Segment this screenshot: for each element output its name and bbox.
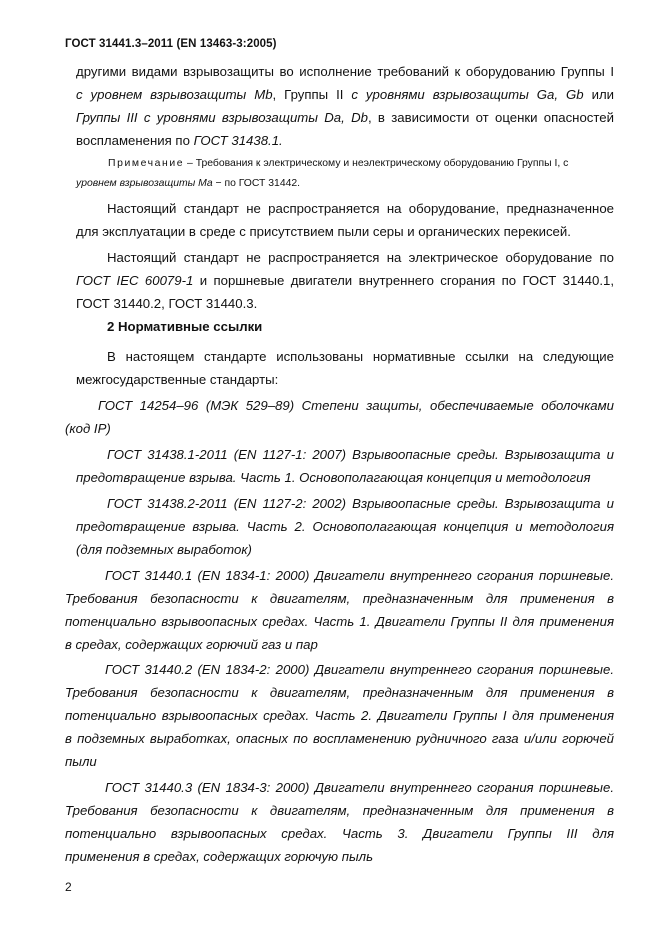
reference-line: Требования безопасности к двигателям, предназначенным для применения в [65,591,614,606]
reference-line: ГОСТ 14254–96 (МЭК 529–89) Степени защиты, обеспечиваемые оболочками [98,398,614,413]
reference-line: в средах, содержащих горючий газ и пар [65,637,318,652]
reference-line: (код IP) [65,421,111,436]
document-header: ГОСТ 31441.3–2011 (EN 13463-3:2005) [65,38,277,50]
note-label: Примечание [108,158,185,169]
page-number: 2 [65,880,72,894]
reference-line: Требования безопасности к двигателям, предназначенным для применения в [65,685,614,700]
paragraph-references-intro [76,345,614,391]
text-line: В настоящем стандарте использованы нормативные ссылки на следующие [107,349,614,364]
text-line: ГОСТ 31440.2, ГОСТ 31440.3. [76,296,258,311]
note-block [76,154,614,194]
section-heading: 2 Нормативные ссылки [107,319,263,334]
paragraph-exclusion-electrical [76,246,614,315]
reference-line: в подземных выработках, опасных по воспламенению рудничного газа и/или горючей [65,731,614,746]
text-line: воспламенения по ГОСТ 31438.1. [76,133,283,148]
paragraph-exclusion-dust [76,197,614,243]
note-line: Примечание – Требования к электрическому и неэлектрическому оборудованию Группы I, с [108,158,569,169]
reference-line: предотвращение взрыва. Часть 2. Основополагающая концепция и методология [76,519,614,534]
text-line: Настоящий стандарт не распространяется на оборудование, предназначенное [107,201,614,216]
text-line: ГОСТ IEC 60079-1 и поршневые двигатели внутреннего сгорания по ГОСТ 31440.1, [76,273,615,288]
reference-gost-31438-1 [76,443,614,489]
reference-gost-31438-2 [76,492,614,561]
note-line: уровнем взрывозащиты Ma − по ГОСТ 31442. [76,178,301,189]
reference-gost-31440-1 [65,564,614,656]
reference-line: применения в средах, содержащих горючую пыль [65,849,374,864]
reference-line: потенциально взрывоопасных средах. Часть 3. Двигатели Группы III для [65,826,614,841]
reference-line: потенциально взрывоопасных средах. Часть 2. Двигатели Группы I для применения [65,708,614,723]
text-line: Настоящий стандарт не распространяется на электрическое оборудование по [107,250,614,265]
reference-line: ГОСТ 31438.2-2011 (EN 1127-2: 2002) Взрывоопасные среды. Взрывозащита и [107,496,614,511]
text-line: Группы III с уровнями взрывозащиты Da, Db, в зависимости от оценки опасностей [76,110,614,125]
reference-line: потенциально взрывоопасных средах. Часть 1. Двигатели Группы II для применения [65,614,614,629]
text-line: межгосударственные стандарты: [76,372,279,387]
reference-gost-14254 [65,394,614,440]
paragraph-scope-continuation [76,60,614,152]
reference-line: (для подземных выработок) [76,542,252,557]
reference-line: пыли [65,754,97,769]
reference-gost-31440-3 [65,776,614,868]
reference-gost-31440-2 [65,658,614,773]
reference-line: предотвращение взрыва. Часть 1. Основополагающая концепция и методология [76,470,591,485]
reference-line: ГОСТ 31440.2 (EN 1834-2: 2000) Двигатели внутреннего сгорания поршневые. [105,662,614,677]
reference-line: ГОСТ 31438.1-2011 (EN 1127-1: 2007) Взрывоопасные среды. Взрывозащита и [107,447,614,462]
reference-line: ГОСТ 31440.3 (EN 1834-3: 2000) Двигатели внутреннего сгорания поршневые. [105,780,614,795]
text-line: другими видами взрывозащиты во исполнение требований к оборудованию Группы I [76,64,614,79]
reference-line: Требования безопасности к двигателям, предназначенным для применения в [65,803,614,818]
reference-line: ГОСТ 31440.1 (EN 1834-1: 2000) Двигатели внутреннего сгорания поршневые. [105,568,614,583]
text-line: для эксплуатации в среде с присутствием пыли серы и органических перекисей. [76,224,571,239]
text-line: с уровнем взрывозащиты Mb, Группы II с уровнями взрывозащиты Ga, Gb или [76,87,615,102]
